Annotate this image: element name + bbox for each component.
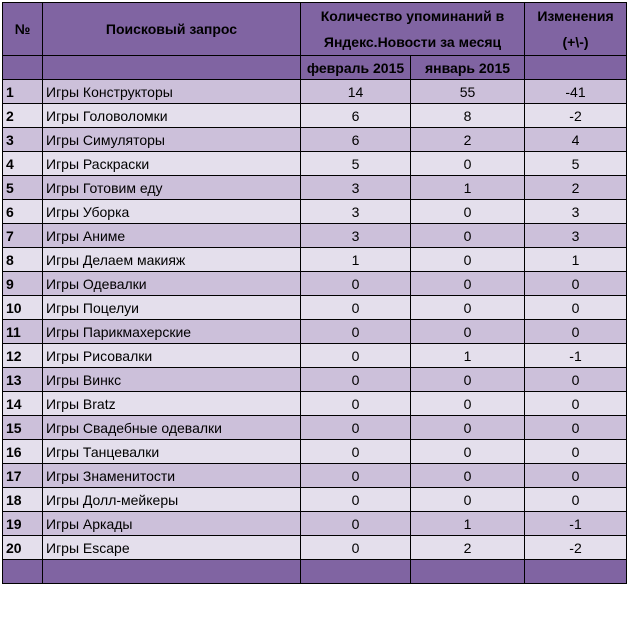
row-number: 7 <box>3 224 43 248</box>
table-row <box>3 392 627 416</box>
row-feb-count: 14 <box>301 80 411 104</box>
search-stats-table <box>2 2 627 584</box>
row-jan-count: 0 <box>411 200 525 224</box>
row-jan-count: 1 <box>411 512 525 536</box>
row-number: 8 <box>3 248 43 272</box>
row-query: Игры Одевалки <box>43 272 301 296</box>
table-row <box>3 416 627 440</box>
row-query: Игры Поцелуи <box>43 296 301 320</box>
row-jan-count: 0 <box>411 248 525 272</box>
row-jan-count: 0 <box>411 368 525 392</box>
row-number: 6 <box>3 200 43 224</box>
row-feb-count: 0 <box>301 512 411 536</box>
table-row <box>3 272 627 296</box>
row-number: 3 <box>3 128 43 152</box>
row-query: Игры Знаменитости <box>43 464 301 488</box>
row-query: Игры Танцевалки <box>43 440 301 464</box>
row-feb-count: 0 <box>301 488 411 512</box>
row-number: 1 <box>3 80 43 104</box>
table-row <box>3 488 627 512</box>
month-january: январь 2015 <box>411 56 525 80</box>
row-feb-count: 0 <box>301 320 411 344</box>
row-number: 2 <box>3 104 43 128</box>
row-feb-count: 3 <box>301 176 411 200</box>
row-jan-count: 0 <box>411 416 525 440</box>
row-change: 0 <box>525 368 627 392</box>
table-row <box>3 296 627 320</box>
footer-cell <box>301 560 411 584</box>
row-jan-count: 0 <box>411 296 525 320</box>
row-jan-count: 1 <box>411 344 525 368</box>
row-change: 0 <box>525 320 627 344</box>
row-query: Игры Долл-мейкеры <box>43 488 301 512</box>
header-change: Изменения (+\-) <box>525 3 627 56</box>
row-change: 0 <box>525 488 627 512</box>
row-query: Игры Симуляторы <box>43 128 301 152</box>
row-change: 0 <box>525 392 627 416</box>
row-jan-count: 0 <box>411 224 525 248</box>
header-number: № <box>3 3 43 56</box>
table-row <box>3 152 627 176</box>
row-jan-count: 2 <box>411 536 525 560</box>
month-empty-query <box>43 56 301 80</box>
row-feb-count: 0 <box>301 464 411 488</box>
row-change: 2 <box>525 176 627 200</box>
row-query: Игры Головоломки <box>43 104 301 128</box>
row-number: 17 <box>3 464 43 488</box>
row-jan-count: 0 <box>411 488 525 512</box>
row-number: 10 <box>3 296 43 320</box>
row-number: 18 <box>3 488 43 512</box>
header-query: Поисковый запрос <box>43 3 301 56</box>
row-query: Игры Аркады <box>43 512 301 536</box>
table-row <box>3 440 627 464</box>
row-change: 3 <box>525 224 627 248</box>
header-row <box>3 3 627 56</box>
table-row <box>3 80 627 104</box>
table-row <box>3 176 627 200</box>
row-number: 20 <box>3 536 43 560</box>
row-change: 0 <box>525 416 627 440</box>
footer-cell <box>43 560 301 584</box>
row-feb-count: 3 <box>301 224 411 248</box>
table-row <box>3 248 627 272</box>
table-row <box>3 464 627 488</box>
row-number: 19 <box>3 512 43 536</box>
row-change: -1 <box>525 512 627 536</box>
row-number: 11 <box>3 320 43 344</box>
row-feb-count: 1 <box>301 248 411 272</box>
month-row <box>3 56 627 80</box>
row-number: 14 <box>3 392 43 416</box>
footer-cell <box>411 560 525 584</box>
row-change: 4 <box>525 128 627 152</box>
month-empty-change <box>525 56 627 80</box>
row-query: Игры Свадебные одевалки <box>43 416 301 440</box>
footer-cell <box>3 560 43 584</box>
table-row <box>3 224 627 248</box>
row-number: 13 <box>3 368 43 392</box>
row-jan-count: 55 <box>411 80 525 104</box>
footer-cell <box>525 560 627 584</box>
row-change: -1 <box>525 344 627 368</box>
row-jan-count: 0 <box>411 440 525 464</box>
table-row <box>3 512 627 536</box>
row-feb-count: 6 <box>301 104 411 128</box>
row-change: 3 <box>525 200 627 224</box>
row-change: 1 <box>525 248 627 272</box>
row-feb-count: 0 <box>301 368 411 392</box>
row-feb-count: 0 <box>301 344 411 368</box>
row-change: -2 <box>525 104 627 128</box>
row-feb-count: 3 <box>301 200 411 224</box>
table-row <box>3 200 627 224</box>
row-query: Игры Аниме <box>43 224 301 248</box>
row-change: 0 <box>525 464 627 488</box>
row-feb-count: 0 <box>301 416 411 440</box>
row-number: 16 <box>3 440 43 464</box>
row-feb-count: 0 <box>301 272 411 296</box>
header-mentions: Количество упоминаний в Яндекс.Новости за месяц <box>301 3 525 56</box>
row-feb-count: 0 <box>301 440 411 464</box>
row-feb-count: 5 <box>301 152 411 176</box>
row-feb-count: 6 <box>301 128 411 152</box>
row-query: Игры Escape <box>43 536 301 560</box>
row-feb-count: 0 <box>301 392 411 416</box>
month-empty-number <box>3 56 43 80</box>
row-change: -2 <box>525 536 627 560</box>
row-query: Игры Парикмахерские <box>43 320 301 344</box>
row-change: 0 <box>525 296 627 320</box>
row-number: 12 <box>3 344 43 368</box>
row-change: -41 <box>525 80 627 104</box>
row-jan-count: 0 <box>411 272 525 296</box>
row-query: Игры Готовим еду <box>43 176 301 200</box>
row-change: 0 <box>525 440 627 464</box>
month-february: февраль 2015 <box>301 56 411 80</box>
table-row <box>3 320 627 344</box>
row-jan-count: 0 <box>411 464 525 488</box>
row-query: Игры Рисовалки <box>43 344 301 368</box>
row-number: 4 <box>3 152 43 176</box>
row-number: 15 <box>3 416 43 440</box>
row-jan-count: 0 <box>411 392 525 416</box>
table-row <box>3 128 627 152</box>
row-jan-count: 2 <box>411 128 525 152</box>
table-row <box>3 344 627 368</box>
row-feb-count: 0 <box>301 296 411 320</box>
row-query: Игры Винкс <box>43 368 301 392</box>
row-jan-count: 8 <box>411 104 525 128</box>
row-query: Игры Конструкторы <box>43 80 301 104</box>
row-jan-count: 0 <box>411 320 525 344</box>
row-query: Игры Bratz <box>43 392 301 416</box>
row-jan-count: 0 <box>411 152 525 176</box>
row-jan-count: 1 <box>411 176 525 200</box>
table-row <box>3 368 627 392</box>
row-query: Игры Уборка <box>43 200 301 224</box>
table-row <box>3 536 627 560</box>
row-number: 5 <box>3 176 43 200</box>
row-query: Игры Раскраски <box>43 152 301 176</box>
row-change: 0 <box>525 272 627 296</box>
row-number: 9 <box>3 272 43 296</box>
footer-row <box>3 560 627 584</box>
table-row <box>3 104 627 128</box>
row-query: Игры Делаем макияж <box>43 248 301 272</box>
row-change: 5 <box>525 152 627 176</box>
row-feb-count: 0 <box>301 536 411 560</box>
